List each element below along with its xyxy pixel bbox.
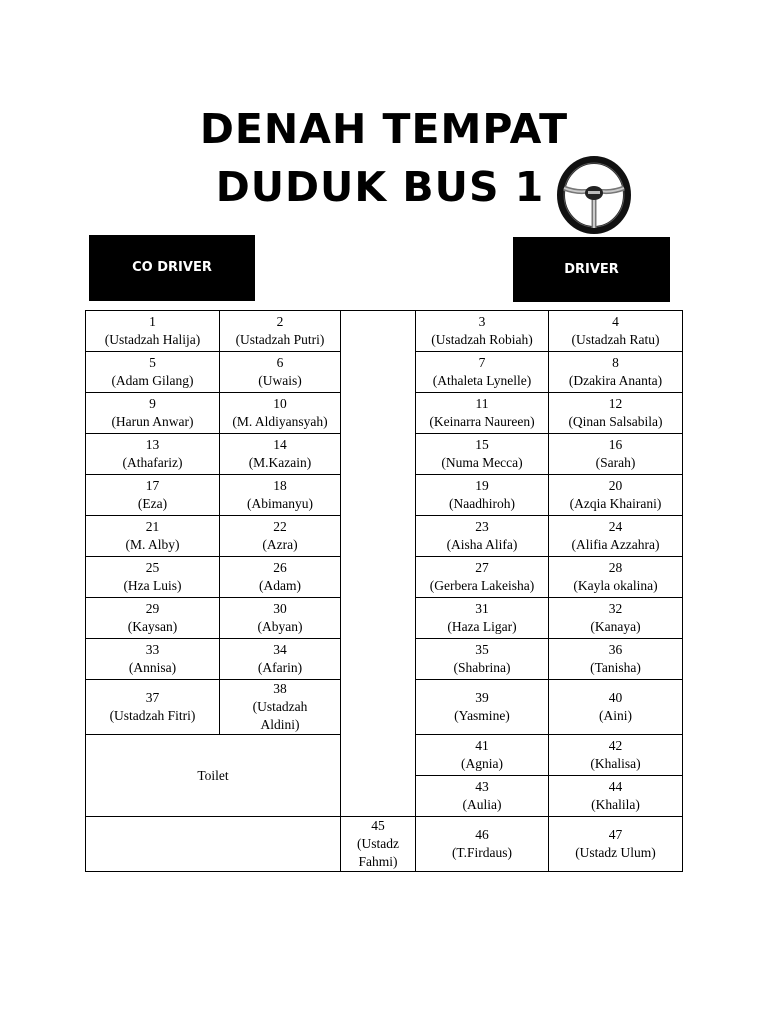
seat-35: 35 (Shabrina) <box>416 639 549 680</box>
seat-32: 32 (Kanaya) <box>549 598 683 639</box>
seat-39: 39 (Yasmine) <box>416 680 549 735</box>
page-title <box>0 100 768 216</box>
seat-10: 10 (M. Aldiyansyah) <box>220 393 341 434</box>
seat-38: 38 (Ustadzah Aldini) <box>220 680 341 735</box>
seat-6: 6 (Uwais) <box>220 352 341 393</box>
seat-24: 24 (Alifia Azzahra) <box>549 516 683 557</box>
seat-12: 12 (Qinan Salsabila) <box>549 393 683 434</box>
seat-41: 41 (Agnia) <box>416 735 549 776</box>
seat-7: 7 (Athaleta Lynelle) <box>416 352 549 393</box>
seat-36: 36 (Tanisha) <box>549 639 683 680</box>
seat-33: 33 (Annisa) <box>86 639 220 680</box>
title-line-2: DUDUK BUS 1 <box>215 163 545 211</box>
seat-46: 46 (T.Firdaus) <box>416 817 549 872</box>
back-row-empty <box>86 817 341 872</box>
seat-4: 4 (Ustadzah Ratu) <box>549 311 683 352</box>
seat-21: 21 (M. Alby) <box>86 516 220 557</box>
seat-8: 8 (Dzakira Ananta) <box>549 352 683 393</box>
seat-43: 43 (Aulia) <box>416 776 549 817</box>
seat-17: 17 (Eza) <box>86 475 220 516</box>
seat-37: 37 (Ustadzah Fitri) <box>86 680 220 735</box>
seat-28: 28 (Kayla okalina) <box>549 557 683 598</box>
seat-2: 2 (Ustadzah Putri) <box>220 311 341 352</box>
title-line-1: DENAH TEMPAT <box>199 105 569 153</box>
seat-42: 42 (Khalisa) <box>549 735 683 776</box>
seat-29: 29 (Kaysan) <box>86 598 220 639</box>
seat-26: 26 (Adam) <box>220 557 341 598</box>
driver-label: DRIVER <box>513 237 670 302</box>
seat-47: 47 (Ustadz Ulum) <box>549 817 683 872</box>
seat-40: 40 (Aini) <box>549 680 683 735</box>
seat-34: 34 (Afarin) <box>220 639 341 680</box>
seat-23: 23 (Aisha Alifa) <box>416 516 549 557</box>
seat-27: 27 (Gerbera Lakeisha) <box>416 557 549 598</box>
toilet-area: Toilet <box>86 735 341 817</box>
steering-wheel-icon <box>555 154 633 236</box>
seating-chart <box>85 310 683 872</box>
seat-16: 16 (Sarah) <box>549 434 683 475</box>
seat-5: 5 (Adam Gilang) <box>86 352 220 393</box>
co-driver-label: CO DRIVER <box>89 235 255 301</box>
seat-31: 31 (Haza Ligar) <box>416 598 549 639</box>
seat-14: 14 (M.Kazain) <box>220 434 341 475</box>
seat-1: 1 (Ustadzah Halija) <box>86 311 220 352</box>
seat-22: 22 (Azra) <box>220 516 341 557</box>
seat-19: 19 (Naadhiroh) <box>416 475 549 516</box>
seat-25: 25 (Hza Luis) <box>86 557 220 598</box>
seat-45: 45 (Ustadz Fahmi) <box>341 817 416 872</box>
seat-15: 15 (Numa Mecca) <box>416 434 549 475</box>
seat-11: 11 (Keinarra Naureen) <box>416 393 549 434</box>
seat-13: 13 (Athafariz) <box>86 434 220 475</box>
seat-9: 9 (Harun Anwar) <box>86 393 220 434</box>
seat-30: 30 (Abyan) <box>220 598 341 639</box>
aisle <box>341 311 416 817</box>
seat-44: 44 (Khalila) <box>549 776 683 817</box>
seat-18: 18 (Abimanyu) <box>220 475 341 516</box>
seat-20: 20 (Azqia Khairani) <box>549 475 683 516</box>
seat-3: 3 (Ustadzah Robiah) <box>416 311 549 352</box>
